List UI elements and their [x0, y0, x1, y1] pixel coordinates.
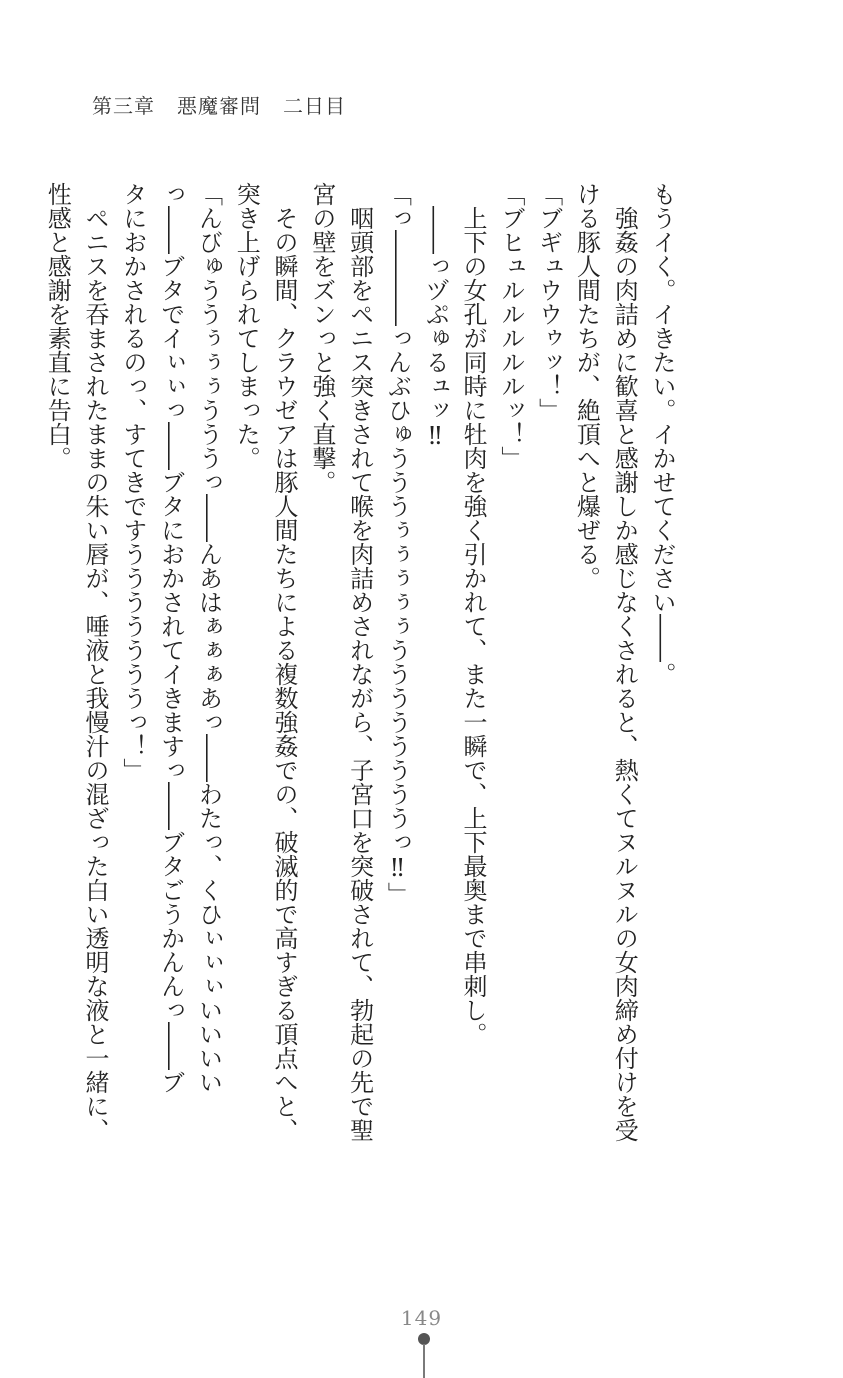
text-line: 咽頭部をペニス突きされて喉を肉詰めされながら、子宮口を突破されて、勃起の先で聖 — [345, 182, 374, 1142]
text-line: ――っヅぷゅるュッ‼ — [421, 182, 450, 450]
text-line: もうイく。イきたい。イかせてください――。 — [648, 182, 676, 686]
text-line: 性感と感謝を素直に告白。 — [43, 182, 72, 470]
running-head — [92, 90, 346, 119]
text-line: ペニスを吞まされたままの朱い唇が、唾液と我慢汁の混ざった白い透明な液と一緒に、 — [81, 182, 110, 1142]
text-line: 「っ――――っんぶひゅうううぅぅぅぅぅううううううううっ‼」 — [383, 182, 412, 906]
body-text — [43, 182, 680, 1162]
text-line: 突き上げられてしまった。 — [232, 182, 261, 470]
chapter-subtitle: 二日目 — [283, 94, 346, 118]
chapter-title: 悪魔審問 — [177, 94, 261, 118]
text-line: 「ブギュウウゥッ！」 — [534, 182, 563, 422]
page-number: 149 — [400, 1306, 443, 1330]
text-line: タにおかされるのっ、すてきですうううううううっ！」 — [118, 182, 147, 782]
text-line: っ――ブタでイぃぃっ――ブタにおかされてイきますっ――ブタごうかんんっ――ブ — [156, 182, 185, 1094]
page-marker-line — [423, 1344, 425, 1378]
text-line: ける豚人間たちが、絶頂へと爆ぜる。 — [572, 182, 601, 590]
text-line: 「ブヒュルルルルルッ！」 — [496, 182, 525, 470]
text-line: 強姦の肉詰めに歓喜と感謝しか感じなくされると、熱くてヌルヌルの女肉締め付けを受 — [610, 182, 639, 1142]
text-line: 「んびゅううぅぅぅうううっ――んあはぁぁぁあっ――わたっ、くひぃぃぃいいいい — [194, 182, 223, 1094]
text-line: 上下の女孔が同時に牡肉を強く引かれて、また一瞬で、上下最奥まで串刺し。 — [459, 182, 488, 1046]
text-line: その瞬間、クラウゼアは豚人間たちによる複数強姦での、破滅的で高すぎる頂点へと、 — [270, 182, 299, 1142]
chapter-number: 第三章 — [92, 94, 155, 118]
text-line: 宮の壁をズンっと強く直撃。 — [307, 182, 336, 494]
